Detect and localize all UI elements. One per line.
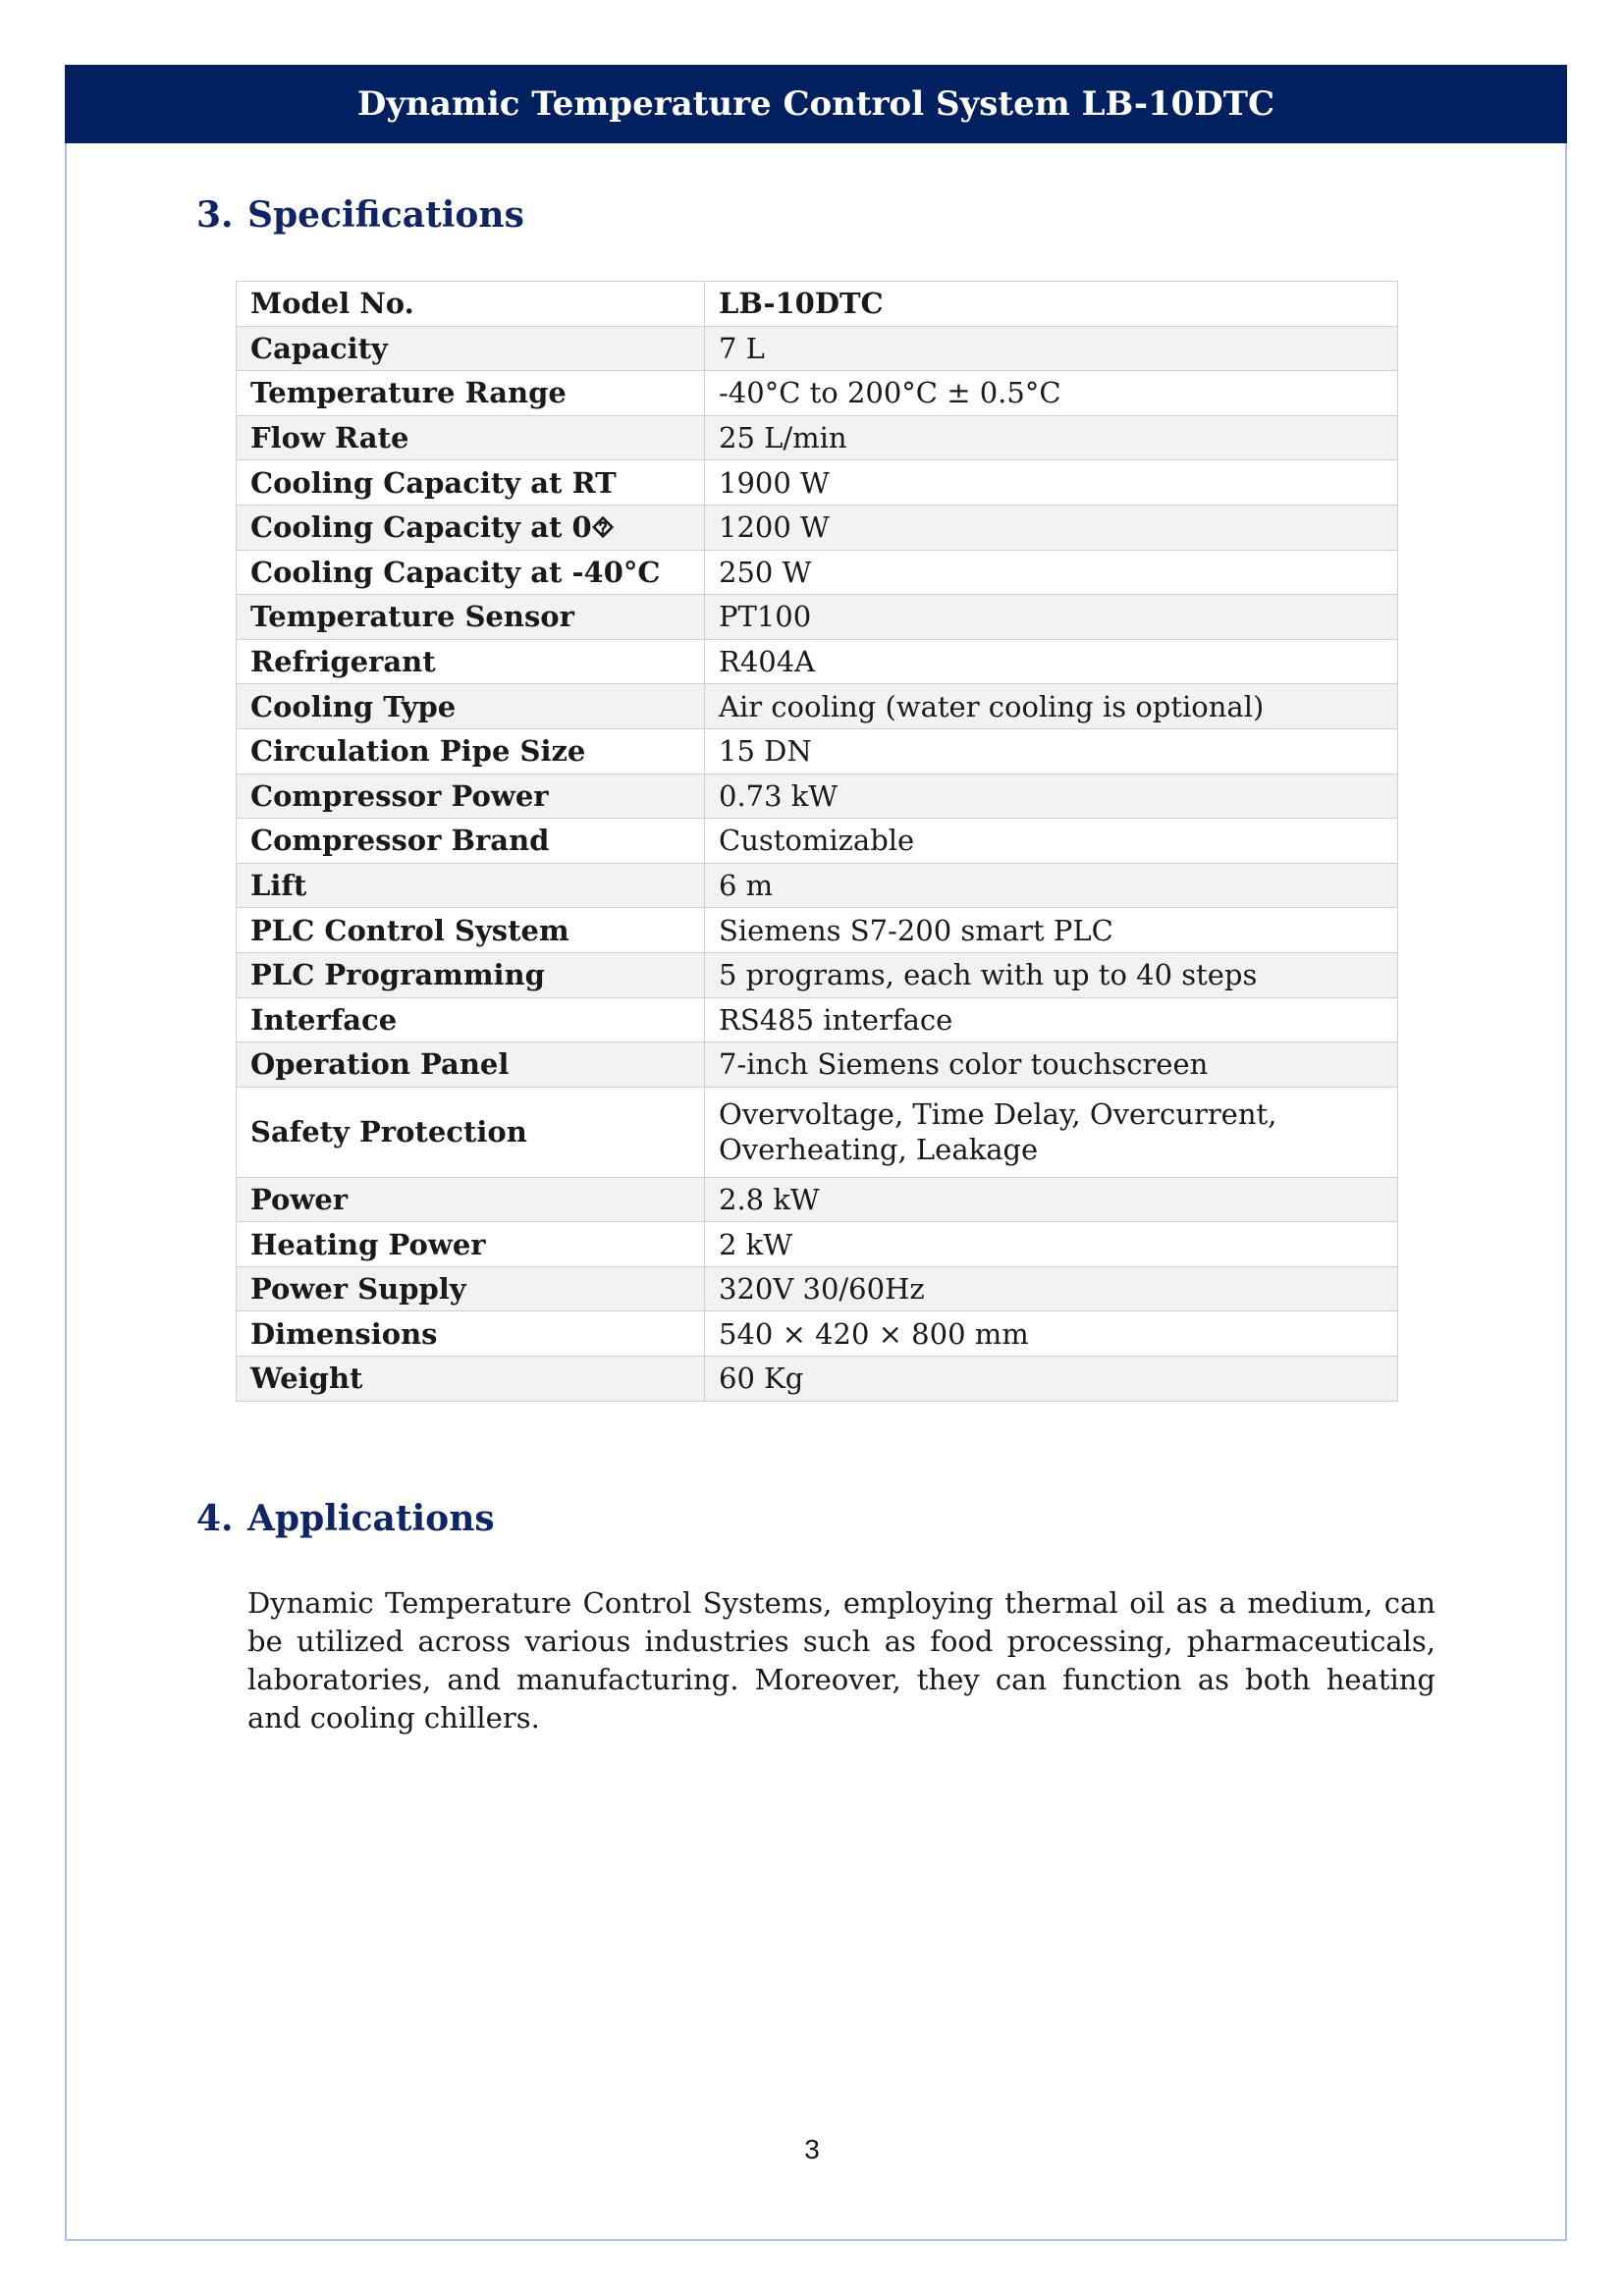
table-row	[237, 1266, 1398, 1311]
table-row	[237, 595, 1398, 640]
spec-value: PT100	[705, 595, 1398, 640]
spec-label: Cooling Capacity at -40°C	[237, 550, 705, 595]
spec-value: 15 DN	[705, 728, 1398, 774]
applications-paragraph: Dynamic Temperature Control Systems, employing thermal oil as a medium, can be utilized across various industries such as food processing, pharmaceuticals, laboratories, and manufacturing. Moreover, they can function as both heating and cooling chillers.	[247, 1586, 1435, 1735]
spec-value: Air cooling (water cooling is optional)	[705, 684, 1398, 729]
spec-label: Temperature Sensor	[237, 595, 705, 640]
table-row	[237, 863, 1398, 908]
table-row	[237, 415, 1398, 460]
document-title: Dynamic Temperature Control System LB-10DTC	[356, 84, 1275, 124]
spec-value: 320V 30/60Hz	[705, 1266, 1398, 1311]
spec-value: Overvoltage, Time Delay, Overcurrent, Overheating, Leakage	[705, 1087, 1398, 1177]
spec-value: 25 L/min	[705, 415, 1398, 460]
section-title: Applications	[247, 1498, 495, 1539]
section-title: Specifications	[247, 194, 524, 236]
spec-value: LB-10DTC	[705, 282, 1398, 327]
table-row	[237, 639, 1398, 684]
spec-label: Weight	[237, 1357, 705, 1402]
spec-value: RS485 interface	[705, 997, 1398, 1042]
spec-label: Safety Protection	[237, 1087, 705, 1177]
spec-value: 0.73 kW	[705, 774, 1398, 819]
spec-value: 7 L	[705, 326, 1398, 371]
document-header	[65, 65, 1567, 143]
spec-value: Customizable	[705, 819, 1398, 864]
specifications-table	[236, 281, 1398, 1402]
table-row	[237, 326, 1398, 371]
spec-label: Power Supply	[237, 1266, 705, 1311]
spec-value: 60 Kg	[705, 1357, 1398, 1402]
spec-label: Flow Rate	[237, 415, 705, 460]
spec-label: PLC Programming	[237, 952, 705, 997]
spec-label: Operation Panel	[237, 1042, 705, 1088]
section-number: 4.	[196, 1498, 234, 1539]
spec-label: Compressor Power	[237, 774, 705, 819]
table-row	[237, 774, 1398, 819]
table-row	[237, 1087, 1398, 1177]
section-heading-applications	[196, 1498, 495, 1539]
spec-label: Circulation Pipe Size	[237, 728, 705, 774]
spec-label: Model No.	[237, 282, 705, 327]
spec-label: Refrigerant	[237, 639, 705, 684]
table-row	[237, 550, 1398, 595]
spec-label: Temperature Range	[237, 371, 705, 416]
spec-label: Heating Power	[237, 1222, 705, 1267]
spec-value: 2.8 kW	[705, 1177, 1398, 1222]
spec-value: 1200 W	[705, 505, 1398, 550]
spec-value: 7-inch Siemens color touchscreen	[705, 1042, 1398, 1088]
table-row	[237, 1042, 1398, 1088]
spec-label: Cooling Type	[237, 684, 705, 729]
table-row	[237, 728, 1398, 774]
table-row	[237, 997, 1398, 1042]
spec-value: 2 kW	[705, 1222, 1398, 1267]
spec-label: Power	[237, 1177, 705, 1222]
table-row	[237, 1222, 1398, 1267]
spec-label: Cooling Capacity at 0⯑	[237, 505, 705, 550]
spec-label: Lift	[237, 863, 705, 908]
table-row	[237, 684, 1398, 729]
table-row	[237, 505, 1398, 550]
page-number: 3	[804, 2134, 820, 2164]
spec-value: 5 programs, each with up to 40 steps	[705, 952, 1398, 997]
spec-value: -40°C to 200°C ± 0.5°C	[705, 371, 1398, 416]
spec-value: Siemens S7-200 smart PLC	[705, 908, 1398, 953]
section-heading-specifications	[196, 194, 524, 236]
spec-label: Compressor Brand	[237, 819, 705, 864]
spec-value: 540 × 420 × 800 mm	[705, 1311, 1398, 1357]
table-row	[237, 1177, 1398, 1222]
table-row	[237, 908, 1398, 953]
table-row	[237, 1311, 1398, 1357]
table-row	[237, 282, 1398, 327]
spec-label: Dimensions	[237, 1311, 705, 1357]
section-number: 3.	[196, 194, 234, 236]
spec-label: Cooling Capacity at RT	[237, 460, 705, 506]
spec-label: Interface	[237, 997, 705, 1042]
spec-label: Capacity	[237, 326, 705, 371]
spec-value: 1900 W	[705, 460, 1398, 506]
spec-label: PLC Control System	[237, 908, 705, 953]
table-row	[237, 460, 1398, 506]
table-row	[237, 371, 1398, 416]
spec-value: 250 W	[705, 550, 1398, 595]
spec-value: R404A	[705, 639, 1398, 684]
table-row	[237, 952, 1398, 997]
table-row	[237, 1357, 1398, 1402]
table-row	[237, 819, 1398, 864]
spec-value: 6 m	[705, 863, 1398, 908]
